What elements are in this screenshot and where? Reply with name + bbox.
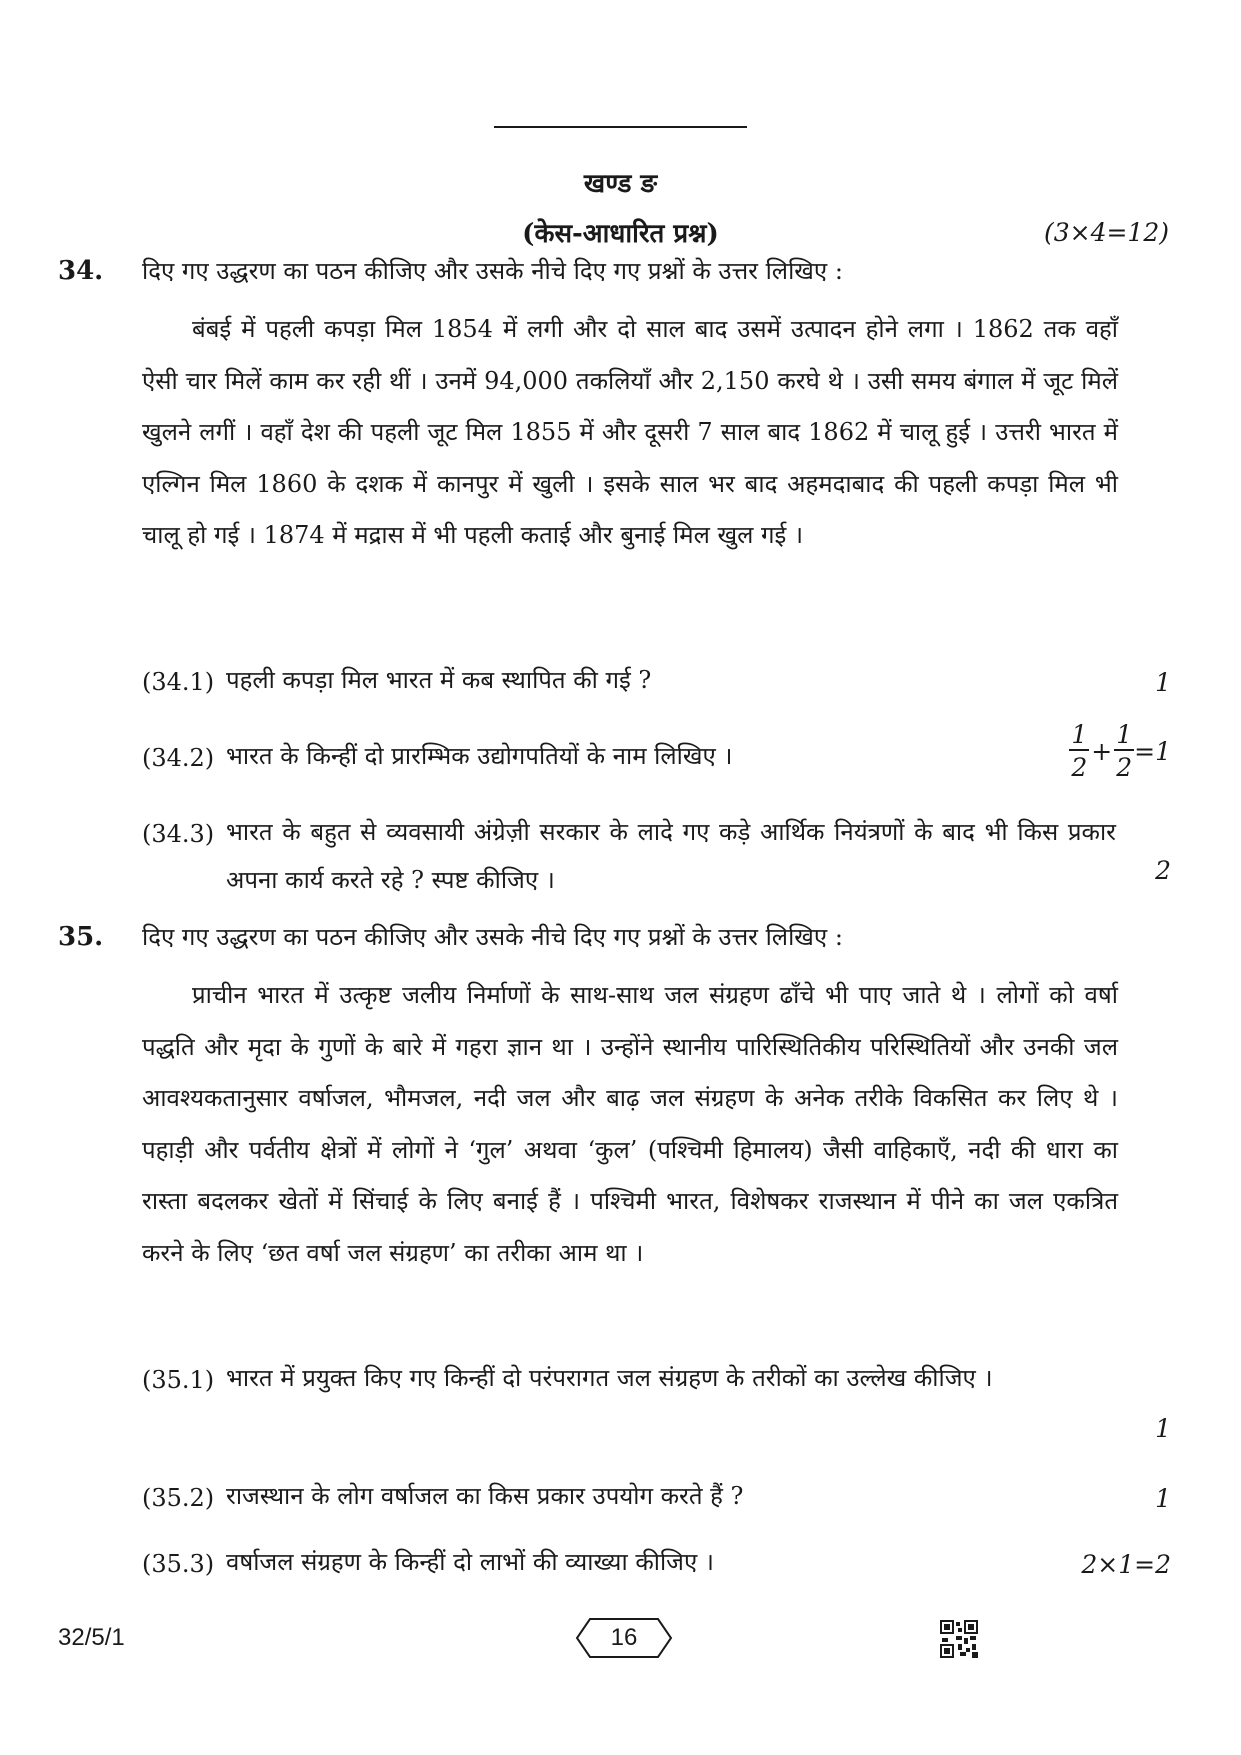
question-35-3-text: वर्षाजल संग्रहण के किन्हीं दो लाभों की व्याख्या कीजिए । xyxy=(226,1548,714,1576)
question-34-3-marks: 2 xyxy=(1155,856,1171,885)
plus-sign: + xyxy=(1091,736,1113,766)
question-35-number: 35. xyxy=(58,922,104,952)
question-34-2-marks xyxy=(1069,722,1171,780)
qr-code-icon xyxy=(940,1620,978,1658)
fraction-half-1: $\frac{1}{2}$ xyxy=(1071,720,1088,782)
page-number: 16 xyxy=(610,1624,638,1651)
section-marks: (3×4=12) xyxy=(1043,218,1169,247)
question-35-1-marks: 1 xyxy=(1155,1414,1171,1443)
section-title: खण्ड ङ xyxy=(583,169,658,199)
question-34-1-marks: 1 xyxy=(1155,668,1171,697)
question-34-1-text: पहली कपड़ा मिल भारत में कब स्थापित की गई ? xyxy=(226,666,652,694)
question-35-2-text: राजस्थान के लोग वर्षाजल का किस प्रकार उपयोग करते हैं ? xyxy=(226,1482,744,1510)
question-34-2-number: (34.2) xyxy=(142,744,215,772)
question-35-2-number: (35.2) xyxy=(142,1484,215,1512)
question-34-3-text: भारत के बहुत से व्यवसायी अंग्रेज़ी सरकार के लादे गए कड़े आर्थिक नियंत्रणों के बाद भी किस प्रकार अपना कार्य करते रहे ? स्पष्ट कीजिए । xyxy=(226,818,1116,894)
top-rule xyxy=(494,126,747,128)
paper-code: 32/5/1 xyxy=(58,1624,125,1651)
equals-total: =1 xyxy=(1134,736,1171,766)
question-35-1-text: भारत में प्रयुक्त किए गए किन्हीं दो परंपरागत जल संग्रहण के तरीकों का उल्लेख कीजिए । xyxy=(226,1364,993,1392)
fraction-half-2: $\frac{1}{2}$ xyxy=(1116,720,1133,782)
section-subtitle: (केस-आधारित प्रश्न) xyxy=(522,219,719,249)
question-34-number: 34. xyxy=(58,256,104,286)
question-34-3-number: (34.3) xyxy=(142,820,215,848)
question-34-2-text: भारत के किन्हीं दो प्रारम्भिक उद्योगपतियों के नाम लिखिए । xyxy=(226,742,733,770)
question-35-2-marks: 1 xyxy=(1155,1484,1171,1513)
question-35-1-number: (35.1) xyxy=(142,1366,215,1394)
question-35-passage: प्राचीन भारत में उत्कृष्ट जलीय निर्माणों के साथ-साथ जल संग्रहण ढाँचे भी पाए जाते थे । लोगों को वर्षा पद्धति और मृदा के गुणों के बारे में गहरा ज्ञान था । उन्होंने स्थानीय पारिस्थितिकीय परिस्थितियों और उनकी जल आवश्यकतानुसार वर्षाजल, भौमजल, नदी जल और बाढ़ जल संग्रहण के अनेक तरीके विकसित कर लिए थे । पहाड़ी और पर्वतीय क्षेत्रों में लोगों ने ‘गुल’ अथवा ‘कुल’ (पश्चिमी हिमालय) जैसी वाहिकाएँ, नदी की धारा का रास्ता बदलकर खेतों में सिंचाई के लिए बनाई हैं । पश्चिमी भारत, विशेषकर राजस्थान में पीने का जल एकत्रित करने के लिए ‘छत वर्षा जल संग्रहण’ का तरीका आम था । xyxy=(142,981,1118,1267)
question-34-passage: बंबई में पहली कपड़ा मिल 1854 में लगी और दो साल बाद उसमें उत्पादन होने लगा । 1862 तक वहाँ ऐसी चार मिलें काम कर रही थीं । उनमें 94,000 तकलियाँ और 2,150 करघे थे । उसी समय बंगाल में जूट मिलें खुलने लगीं । वहाँ देश की पहली जूट मिल 1855 में और दूसरी 7 साल बाद 1862 में चालू हुई । उत्तरी भारत में एल्गिन मिल 1860 के दशक में कानपुर में खुली । इसके साल भर बाद अहमदाबाद की पहली कपड़ा मिल भी चालू हो गई । 1874 में मद्रास में भी पहली कताई और बुनाई मिल खुल गई । xyxy=(142,315,1118,549)
question-35-instruction: दिए गए उद्धरण का पठन कीजिए और उसके नीचे दिए गए प्रश्नों के उत्तर लिखिए : xyxy=(142,923,843,951)
question-35-3-number: (35.3) xyxy=(142,1550,215,1578)
question-34-instruction: दिए गए उद्धरण का पठन कीजिए और उसके नीचे दिए गए प्रश्नों के उत्तर लिखिए : xyxy=(142,257,843,285)
question-35-3-marks: 2×1=2 xyxy=(1081,1550,1171,1579)
question-34-1-number: (34.1) xyxy=(142,668,215,696)
